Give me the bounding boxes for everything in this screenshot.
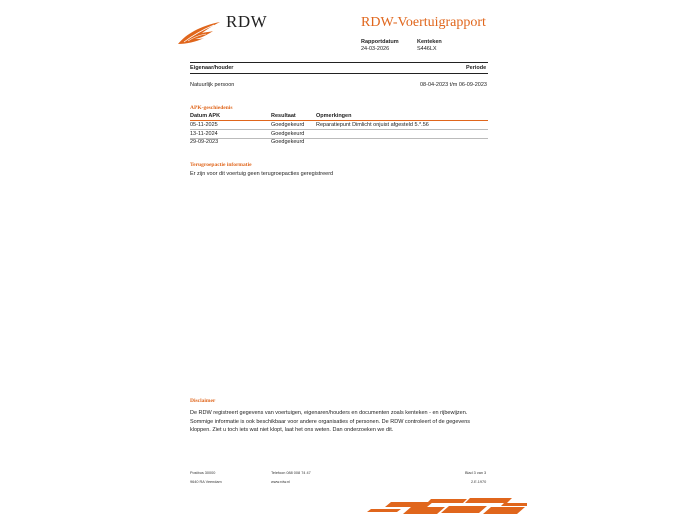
disclaimer-line: Sommige informatie is ook beschikbaar voor andere organisaties of personen. De RDW controleert of de gegevens — [190, 418, 471, 425]
owners-top-rule — [190, 62, 488, 63]
logo-text: RDW — [226, 12, 268, 31]
disclaimer-body — [190, 409, 490, 435]
apk-header-rule — [190, 120, 488, 121]
disclaimer-line: kloppen. Ziet u toch iets wat niet klopt, laat het ons weten. Dan onderzoeken we dit. — [190, 427, 394, 433]
owner-cell: Natuurlijk persoon — [190, 82, 235, 88]
apk-col-remarks: Opmerkingen — [316, 113, 352, 119]
apk-col-result: Resultaat — [271, 113, 296, 119]
period-cell: 08-04-2023 t/m 06-09-2023 — [420, 82, 487, 88]
apk-row-rule — [190, 138, 488, 139]
apk-section-title: APK-geschiedenis — [190, 105, 233, 111]
plate-value: S446LX — [417, 46, 437, 52]
apk-col-date: Datum APK — [190, 113, 221, 119]
apk-row-result: Goedgekeurd — [271, 122, 305, 128]
rdw-logo-icon — [176, 20, 221, 46]
footer-phone: Telefoon 088 008 74 47 — [271, 471, 311, 475]
disclaimer-title: Disclaimer — [190, 398, 216, 404]
apk-row-date: 05-11-2025 — [190, 122, 218, 128]
report-date-label: Rapportdatum — [361, 39, 399, 45]
apk-row-date: 29-09-2023 — [190, 139, 219, 145]
footer-web[interactable]: www.rdw.nl — [271, 480, 290, 484]
footer-postbus: Postbus 30000 — [190, 471, 216, 475]
report-title: RDW-Voertuigrapport — [361, 15, 486, 30]
owners-col-owner: Eigenaar/houder — [190, 65, 234, 71]
footer-city: 9640 RA Veendam — [190, 480, 222, 484]
footer-code: 2.E.1970 — [471, 480, 487, 484]
apk-row-remarks: Reparatiepunt Dimlicht onjuist afgesteld 5.*.56 — [316, 122, 429, 128]
owners-col-period: Periode — [466, 65, 487, 71]
report-date-value: 24-03-2026 — [361, 46, 390, 52]
apk-row-result: Goedgekeurd — [271, 131, 305, 137]
owners-header-rule — [190, 73, 488, 74]
recalls-text: Er zijn voor dit voertuig geen terugroepacties geregistreerd — [190, 171, 334, 177]
apk-row-result: Goedgekeurd — [271, 139, 305, 145]
apk-row-rule — [190, 129, 488, 130]
plate-label: Kenteken — [417, 39, 442, 45]
disclaimer-line: De RDW registreert gegevens van voertuigen, eigenaren/houders en documenten zoals kenteken - en rijbewijzen. — [190, 410, 468, 416]
footer-page: Blad 3 van 3 — [465, 471, 487, 475]
decorative-stripes-icon — [367, 497, 527, 514]
apk-row-date: 13-11-2024 — [190, 131, 218, 137]
recalls-section-title: Terugroepactie informatie — [190, 162, 252, 168]
